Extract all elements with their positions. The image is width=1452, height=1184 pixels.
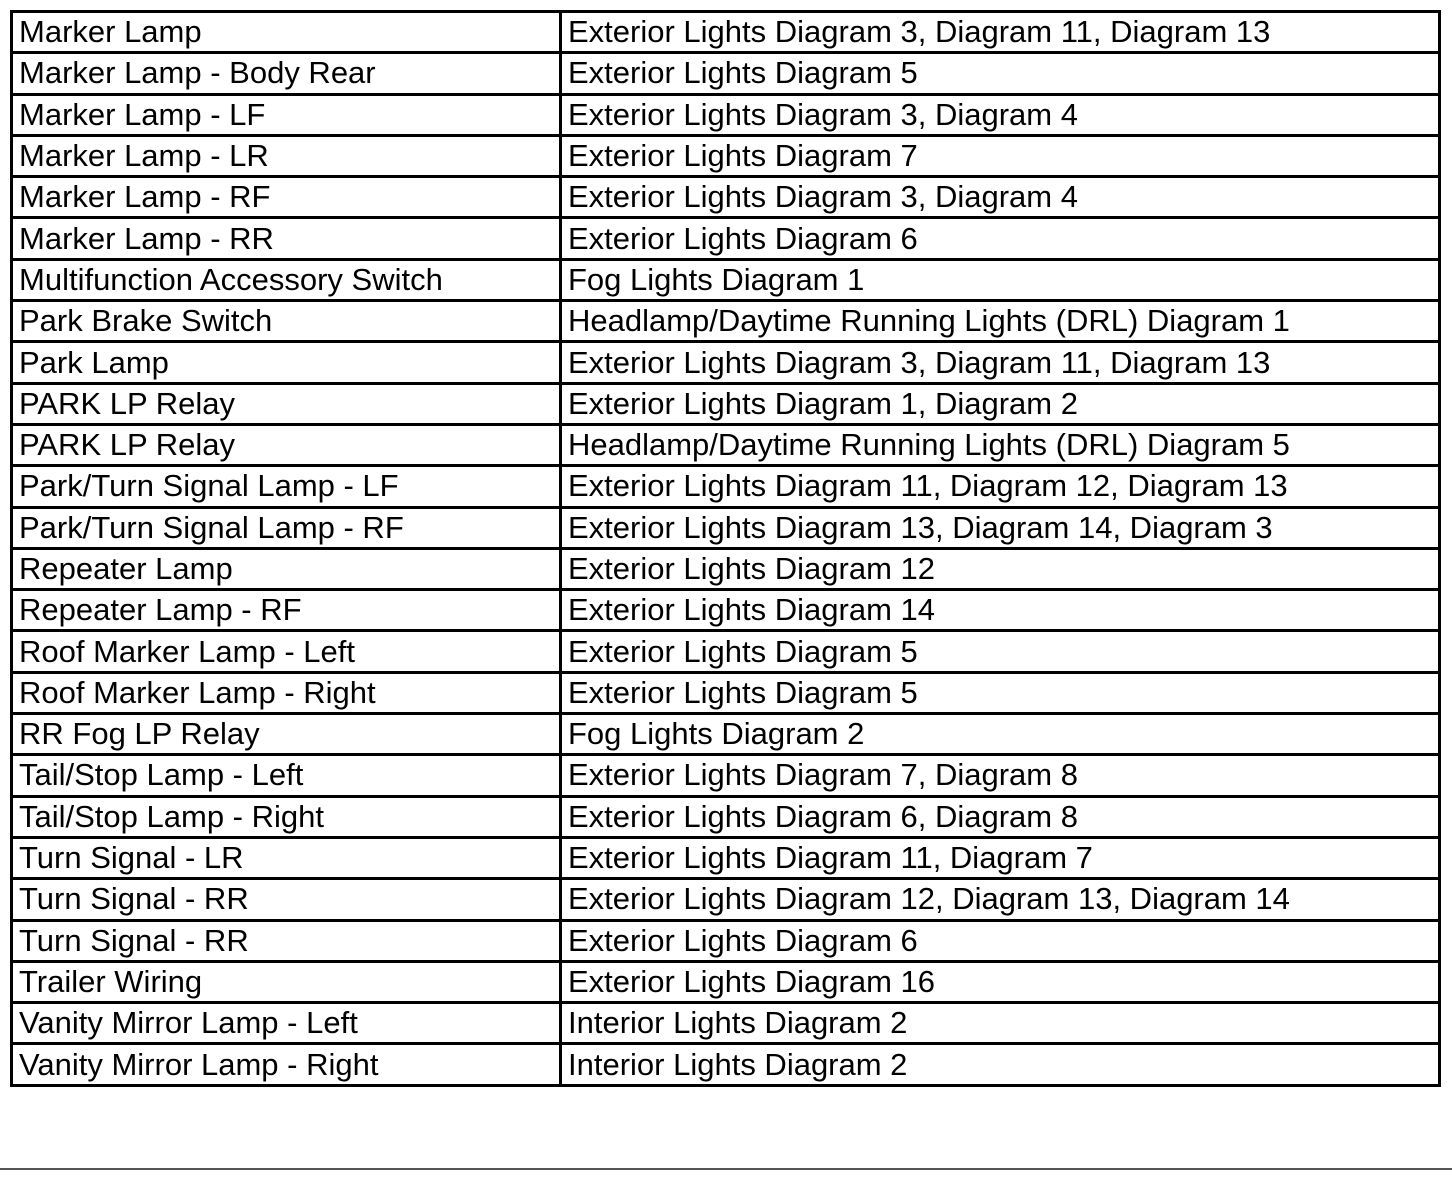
diagram-reference-cell: Exterior Lights Diagram 12, Diagram 13, Diagram 14 bbox=[561, 879, 1440, 920]
diagram-reference-cell: Exterior Lights Diagram 6 bbox=[561, 920, 1440, 961]
component-cell: Repeater Lamp bbox=[12, 548, 561, 589]
table-row bbox=[12, 796, 1440, 837]
diagram-reference-cell: Exterior Lights Diagram 3, Diagram 4 bbox=[561, 177, 1440, 218]
component-cell: Park Lamp bbox=[12, 342, 561, 383]
component-cell: Tail/Stop Lamp - Right bbox=[12, 796, 561, 837]
diagram-reference-cell: Exterior Lights Diagram 1, Diagram 2 bbox=[561, 383, 1440, 424]
component-cell: Multifunction Accessory Switch bbox=[12, 259, 561, 300]
component-cell: Park/Turn Signal Lamp - RF bbox=[12, 507, 561, 548]
diagram-reference-cell: Exterior Lights Diagram 11, Diagram 12, Diagram 13 bbox=[561, 466, 1440, 507]
diagram-reference-cell: Interior Lights Diagram 2 bbox=[561, 1044, 1440, 1085]
table-row bbox=[12, 590, 1440, 631]
table-row bbox=[12, 879, 1440, 920]
diagram-reference-cell: Headlamp/Daytime Running Lights (DRL) Diagram 5 bbox=[561, 424, 1440, 465]
diagram-reference-cell: Exterior Lights Diagram 7 bbox=[561, 135, 1440, 176]
table-row bbox=[12, 301, 1440, 342]
component-cell: Turn Signal - RR bbox=[12, 879, 561, 920]
table-row bbox=[12, 135, 1440, 176]
table-row bbox=[12, 548, 1440, 589]
table-row bbox=[12, 53, 1440, 94]
table-row bbox=[12, 177, 1440, 218]
diagram-reference-cell: Exterior Lights Diagram 6 bbox=[561, 218, 1440, 259]
diagram-reference-cell: Fog Lights Diagram 1 bbox=[561, 259, 1440, 300]
diagram-reference-cell: Exterior Lights Diagram 11, Diagram 7 bbox=[561, 837, 1440, 878]
component-cell: Turn Signal - LR bbox=[12, 837, 561, 878]
component-cell: Trailer Wiring bbox=[12, 961, 561, 1002]
diagram-reference-cell: Interior Lights Diagram 2 bbox=[561, 1003, 1440, 1044]
table-row bbox=[12, 218, 1440, 259]
component-cell: Turn Signal - RR bbox=[12, 920, 561, 961]
diagram-reference-cell: Exterior Lights Diagram 16 bbox=[561, 961, 1440, 1002]
table-row bbox=[12, 1003, 1440, 1044]
component-cell: Marker Lamp bbox=[12, 12, 561, 53]
bottom-rule bbox=[0, 1168, 1452, 1170]
table-row bbox=[12, 1044, 1440, 1085]
component-index-table bbox=[10, 10, 1441, 1087]
table-row bbox=[12, 961, 1440, 1002]
component-cell: Marker Lamp - RF bbox=[12, 177, 561, 218]
table-row bbox=[12, 259, 1440, 300]
diagram-reference-cell: Exterior Lights Diagram 6, Diagram 8 bbox=[561, 796, 1440, 837]
component-cell: PARK LP Relay bbox=[12, 383, 561, 424]
table-row bbox=[12, 424, 1440, 465]
table-row bbox=[12, 507, 1440, 548]
component-cell: Roof Marker Lamp - Right bbox=[12, 672, 561, 713]
component-cell: Park/Turn Signal Lamp - LF bbox=[12, 466, 561, 507]
diagram-reference-cell: Exterior Lights Diagram 3, Diagram 4 bbox=[561, 94, 1440, 135]
diagram-reference-cell: Exterior Lights Diagram 3, Diagram 11, Diagram 13 bbox=[561, 342, 1440, 383]
component-cell: Marker Lamp - RR bbox=[12, 218, 561, 259]
table-row bbox=[12, 672, 1440, 713]
component-cell: RR Fog LP Relay bbox=[12, 714, 561, 755]
component-cell: Vanity Mirror Lamp - Left bbox=[12, 1003, 561, 1044]
diagram-reference-cell: Exterior Lights Diagram 12 bbox=[561, 548, 1440, 589]
component-cell: Vanity Mirror Lamp - Right bbox=[12, 1044, 561, 1085]
component-cell: Marker Lamp - LR bbox=[12, 135, 561, 176]
table-row bbox=[12, 12, 1440, 53]
component-cell: Park Brake Switch bbox=[12, 301, 561, 342]
table-row bbox=[12, 631, 1440, 672]
component-cell: PARK LP Relay bbox=[12, 424, 561, 465]
table-row bbox=[12, 920, 1440, 961]
component-cell: Marker Lamp - Body Rear bbox=[12, 53, 561, 94]
table-row bbox=[12, 342, 1440, 383]
table-row bbox=[12, 466, 1440, 507]
diagram-reference-cell: Exterior Lights Diagram 5 bbox=[561, 672, 1440, 713]
diagram-reference-cell: Exterior Lights Diagram 13, Diagram 14, Diagram 3 bbox=[561, 507, 1440, 548]
diagram-reference-cell: Exterior Lights Diagram 14 bbox=[561, 590, 1440, 631]
diagram-reference-cell: Exterior Lights Diagram 5 bbox=[561, 631, 1440, 672]
component-cell: Marker Lamp - LF bbox=[12, 94, 561, 135]
diagram-reference-cell: Headlamp/Daytime Running Lights (DRL) Diagram 1 bbox=[561, 301, 1440, 342]
component-cell: Roof Marker Lamp - Left bbox=[12, 631, 561, 672]
table-row bbox=[12, 837, 1440, 878]
diagram-reference-cell: Exterior Lights Diagram 3, Diagram 11, Diagram 13 bbox=[561, 12, 1440, 53]
table-row bbox=[12, 94, 1440, 135]
table-body bbox=[12, 12, 1440, 1086]
component-cell: Repeater Lamp - RF bbox=[12, 590, 561, 631]
diagram-reference-cell: Fog Lights Diagram 2 bbox=[561, 714, 1440, 755]
diagram-reference-cell: Exterior Lights Diagram 7, Diagram 8 bbox=[561, 755, 1440, 796]
component-cell: Tail/Stop Lamp - Left bbox=[12, 755, 561, 796]
table-row bbox=[12, 714, 1440, 755]
table-row bbox=[12, 755, 1440, 796]
diagram-reference-cell: Exterior Lights Diagram 5 bbox=[561, 53, 1440, 94]
table-row bbox=[12, 383, 1440, 424]
